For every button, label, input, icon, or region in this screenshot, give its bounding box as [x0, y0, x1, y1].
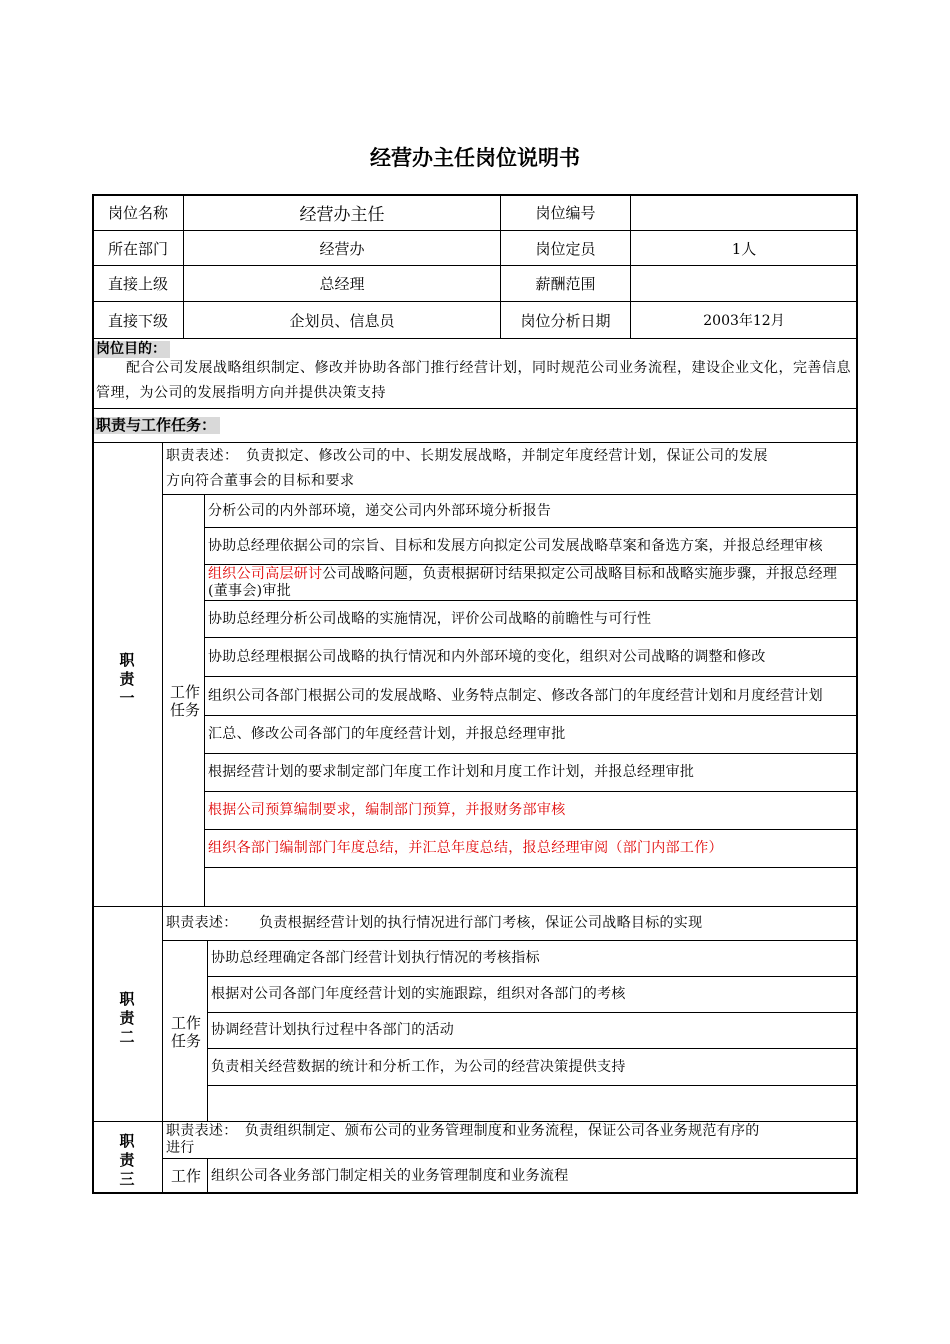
value-analysis-date: 2003年12月 — [703, 313, 785, 329]
value-headcount: 1人 — [731, 239, 757, 258]
duty1-task-3: 组织公司高层研讨公司战略问题，负责根据研讨结果拟定公司战略目标和战略实施步骤，并报总经理(董事会)审批 — [208, 565, 838, 599]
duty1-task-10: 组织各部门编制部门年度总结，并汇总年度总结，报总经理审阅（部门内部工作） — [208, 840, 723, 856]
duty1-task-5: 协助总经理根据公司战略的执行情况和内外部环境的变化，组织对公司战略的调整和修改 — [208, 648, 766, 665]
value-supervisor: 总经理 — [319, 275, 365, 293]
purpose-heading: 岗位目的： — [94, 341, 170, 358]
duty2-task-2: 根据对公司各部门年度经营计划的实施跟踪，组织对各部门的考核 — [211, 986, 626, 1002]
duty1-task-9: 根据公司预算编制要求，编制部门预算，并报财务部审核 — [208, 802, 566, 818]
duty1-statement-line2: 方向符合董事会的目标和要求 — [166, 473, 355, 489]
label-analysis-date: 岗位分析日期 — [520, 311, 611, 330]
duty1-task-4: 协助总经理分析公司战略的实施情况，评价公司战略的前瞻性与可行性 — [208, 610, 652, 627]
value-salary-range — [631, 266, 857, 301]
value-department: 经营办 — [319, 239, 365, 258]
label-subordinates: 直接下级 — [107, 311, 168, 330]
duty1-label: 职责一 — [119, 651, 135, 707]
value-position-name: 经营办主任 — [299, 205, 385, 225]
duty2-statement: 职责表述： 负责根据经营计划的执行情况进行部门考核，保证公司战略目标的实现 — [166, 915, 703, 931]
duty3-statement-line1: 职责表述： 负责组织制定、颁布公司的业务管理制度和业务流程，保证公司各业务规范有序的 — [166, 1122, 760, 1139]
value-subordinates: 企划员、信息员 — [289, 311, 395, 330]
label-position-name: 岗位名称 — [107, 204, 168, 222]
label-department: 所在部门 — [107, 239, 168, 258]
label-position-number: 岗位编号 — [535, 204, 596, 222]
duty2-label: 职责二 — [119, 990, 135, 1046]
label-salary-range: 薪酬范围 — [535, 275, 596, 293]
value-position-number — [631, 195, 857, 230]
duty3-task-1: 组织公司各业务部门制定相关的业务管理制度和业务流程 — [211, 1167, 569, 1184]
duty2-task-1: 协助总经理确定各部门经营计划执行情况的考核指标 — [211, 950, 540, 966]
duty2-task-4: 负责相关经营数据的统计和分析工作，为公司的经营决策提供支持 — [211, 1058, 626, 1075]
purpose-text: 配合公司发展战略组织制定、修改并协助各部门推行经营计划，同时规范公司业务流程，建设企业文化，完善信息管理，为公司的发展指明方向并提供决策支持 — [96, 360, 851, 401]
duty2-task-5 — [208, 1086, 857, 1121]
duty1-task-8: 根据经营计划的要求制定部门年度工作计划和月度工作计划，并报总经理审批 — [208, 764, 695, 780]
duty1-statement-line1: 职责表述： 负责拟定、修改公司的中、长期发展战略，并制定年度经营计划，保证公司的发展 — [166, 448, 768, 464]
duty1-task-7: 汇总、修改公司各部门的年度经营计划，并报总经理审批 — [208, 726, 566, 742]
duty2-task-3: 协调经营计划执行过程中各部门的活动 — [211, 1022, 455, 1038]
duty2-task-label: 工作任务 — [170, 1014, 201, 1050]
duty1-task-6: 组织公司各部门根据公司的发展战略、业务特点制定、修改各部门的年度经营计划和月度经营计划 — [208, 687, 823, 704]
duty3-statement-line2: 进行 — [166, 1139, 195, 1156]
duties-heading: 职责与工作任务： — [94, 417, 220, 434]
duty1-task-label: 工作任务 — [169, 683, 200, 719]
duty1-task-11 — [205, 868, 857, 906]
label-supervisor: 直接上级 — [107, 275, 168, 293]
page-title: 经营办主任岗位说明书 — [370, 146, 580, 170]
duty1-task-2: 协助总经理依据公司的宗旨、目标和发展方向拟定公司发展战略草案和备选方案，并报总经理审核 — [208, 537, 823, 554]
duty3-label: 职责三 — [119, 1132, 135, 1188]
duty3-task-label: 工作 — [170, 1167, 201, 1185]
duty1-task-1: 分析公司的内外部环境，递交公司内外部环境分析报告 — [208, 502, 552, 519]
label-headcount: 岗位定员 — [535, 239, 596, 258]
